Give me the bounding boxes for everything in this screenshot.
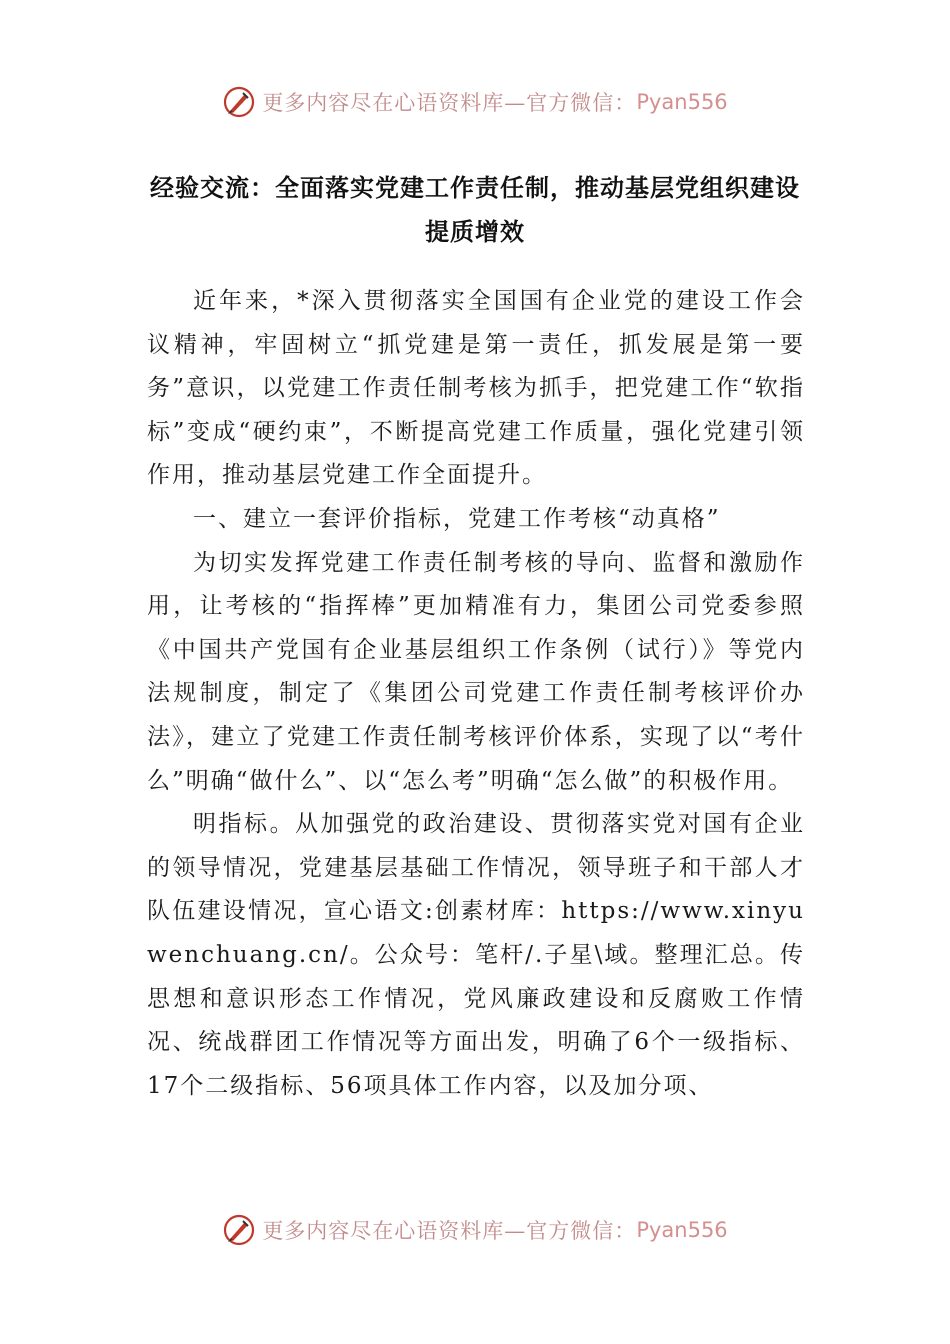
watermark-text: 更多内容尽在心语资料库—官方微信： <box>262 1219 637 1243</box>
pen-logo-icon <box>222 85 256 119</box>
paragraph-intro: 近年来，*深入贯彻落实全国国有企业党的建设工作会议精神，牢固树立“抓党建是第一责任，抓发展是第一要务”意识，以党建工作责任制考核为抓手，把党建工作“软指标”变成“硬约束”，不断提高党建工作质量，强化党建引领作用，推动基层党建工作全面提升。 <box>147 288 805 489</box>
watermark-wechat-id: Pyan556 <box>636 90 728 114</box>
watermark-header <box>0 82 950 122</box>
watermark-text: 更多内容尽在心语资料库—官方微信： <box>262 91 637 115</box>
document-body <box>147 280 805 1108</box>
watermark-wechat-id: Pyan556 <box>636 1218 728 1242</box>
pen-logo-icon <box>222 1213 256 1247</box>
paragraph-evaluation-system: 为切实发挥党建工作责任制考核的导向、监督和激励作用，让考核的“指挥棒”更加精准有力，集团公司党委参照《中国共产党国有企业基层组织工作条例（试行）》等党内法规制度，制定了《集团公司党建工作责任制考核评价办法》，建立了党建工作责任制考核评价体系，实现了以“考什么”明确“做什么”、以“怎么考”明确“怎么做”的积极作用。 <box>147 549 805 794</box>
paragraph-indicators: 明指标。从加强党的政治建设、贯彻落实党对国有企业的领导情况，党建基层基础工作情况，领导班子和干部人才队伍建设情况，宣心语文:创素材库：https://www.xinyuwenchuang.cn/。公众号：笔杆/.子星\域。整理汇总。传思想和意识形态工作情况，党风廉政建设和反腐败工作情况、统战群团工作情况等方面出发，明确了6个一级指标、17个二级指标、56项具体工作内容，以及加分项、 <box>147 811 805 1099</box>
document-title: 经验交流：全面落实党建工作责任制，推动基层党组织建设提质增效 <box>150 174 800 246</box>
section-heading-1: 一、建立一套评价指标，党建工作考核“动真格” <box>193 505 721 532</box>
watermark-footer <box>0 1210 950 1250</box>
